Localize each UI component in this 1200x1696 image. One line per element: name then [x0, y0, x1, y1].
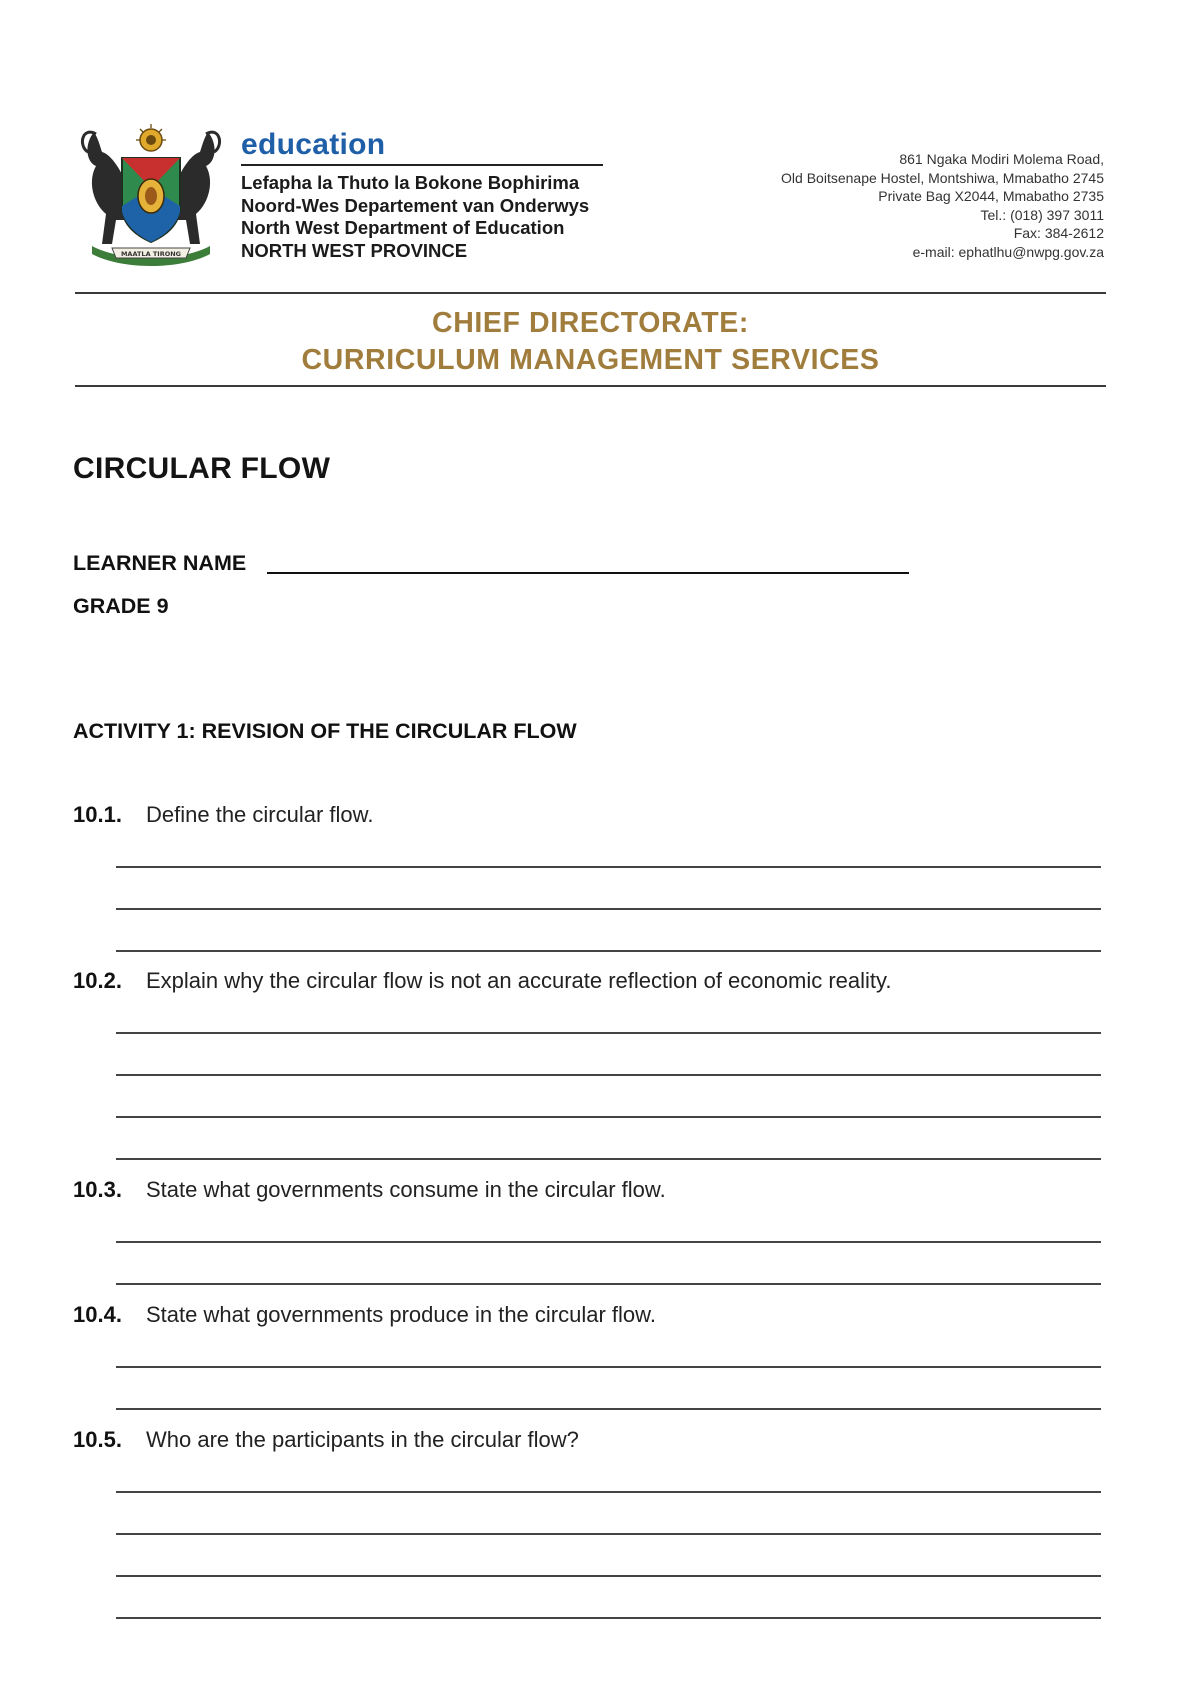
question-number: 10.3.	[73, 1177, 122, 1202]
question-10-4	[73, 1302, 656, 1328]
question-10-3	[73, 1177, 666, 1203]
department-branding	[241, 128, 606, 262]
directorate-heading	[75, 305, 1106, 379]
address-telephone: Tel.: (018) 397 3011	[980, 206, 1104, 223]
department-name-afrikaans: Noord-Wes Departement van Onderwys	[241, 194, 590, 216]
contact-address-block	[781, 150, 1104, 261]
answer-line[interactable]	[116, 1408, 1101, 1410]
answer-line[interactable]	[116, 1158, 1101, 1160]
address-fax: Fax: 384-2612	[1013, 225, 1104, 241]
answer-line[interactable]	[116, 1491, 1101, 1493]
question-number: 10.5.	[73, 1427, 122, 1452]
question-text: State what governments consume in the circular flow.	[146, 1177, 666, 1202]
question-10-5	[73, 1427, 579, 1453]
question-10-2	[73, 968, 892, 994]
province-name: NORTH WEST PROVINCE	[241, 239, 468, 261]
header-top-rule	[75, 292, 1106, 294]
grade-label: GRADE 9	[73, 594, 169, 618]
learner-name-label: LEARNER NAME	[73, 551, 247, 575]
question-number: 10.1.	[73, 802, 122, 827]
learner-name-field[interactable]	[267, 572, 909, 574]
answer-line[interactable]	[116, 908, 1101, 910]
education-wordmark: education	[241, 128, 386, 161]
question-text: Explain why the circular flow is not an accurate reflection of economic reality.	[146, 968, 892, 993]
question-text: State what governments produce in the circular flow.	[146, 1302, 656, 1327]
department-name-setswana: Lefapha la Thuto la Bokone Bophirima	[241, 172, 580, 193]
answer-line[interactable]	[116, 866, 1101, 868]
answer-line[interactable]	[116, 950, 1101, 952]
answer-line[interactable]	[116, 1116, 1101, 1118]
answer-line[interactable]	[116, 1575, 1101, 1577]
question-text: Who are the participants in the circular flow?	[146, 1427, 579, 1452]
activity-heading: ACTIVITY 1: REVISION OF THE CIRCULAR FLOW	[73, 719, 577, 743]
address-building: Old Boitsenape Hostel, Montshiwa, Mmabatho 2745	[781, 169, 1104, 186]
answer-line[interactable]	[116, 1032, 1101, 1034]
crest-motto-text: MAATLA TIRONG	[120, 250, 182, 258]
address-postal: Private Bag X2044, Mmabatho 2735	[878, 188, 1104, 204]
question-text: Define the circular flow.	[146, 802, 374, 827]
department-name-english: North West Department of Education	[241, 217, 565, 238]
address-street: 861 Ngaka Modiri Molema Road,	[899, 151, 1104, 167]
address-email: e-mail: ephatlhu@nwpg.gov.za	[912, 243, 1104, 260]
answer-line[interactable]	[116, 1617, 1101, 1619]
question-number: 10.2.	[73, 968, 122, 993]
answer-line[interactable]	[116, 1074, 1101, 1076]
branding-divider	[241, 164, 603, 166]
question-10-1	[73, 802, 373, 828]
answer-line[interactable]	[116, 1366, 1101, 1368]
question-number: 10.4.	[73, 1302, 122, 1327]
answer-line[interactable]	[116, 1533, 1101, 1535]
directorate-line-2: CURRICULUM MANAGEMENT SERVICES	[301, 344, 880, 376]
answer-line[interactable]	[116, 1241, 1101, 1243]
directorate-line-1: CHIEF DIRECTORATE:	[432, 307, 749, 339]
answer-line[interactable]	[116, 1283, 1101, 1285]
document-title: CIRCULAR FLOW	[73, 452, 331, 485]
coat-of-arms-logo	[72, 122, 230, 270]
header-bottom-rule	[75, 385, 1106, 387]
